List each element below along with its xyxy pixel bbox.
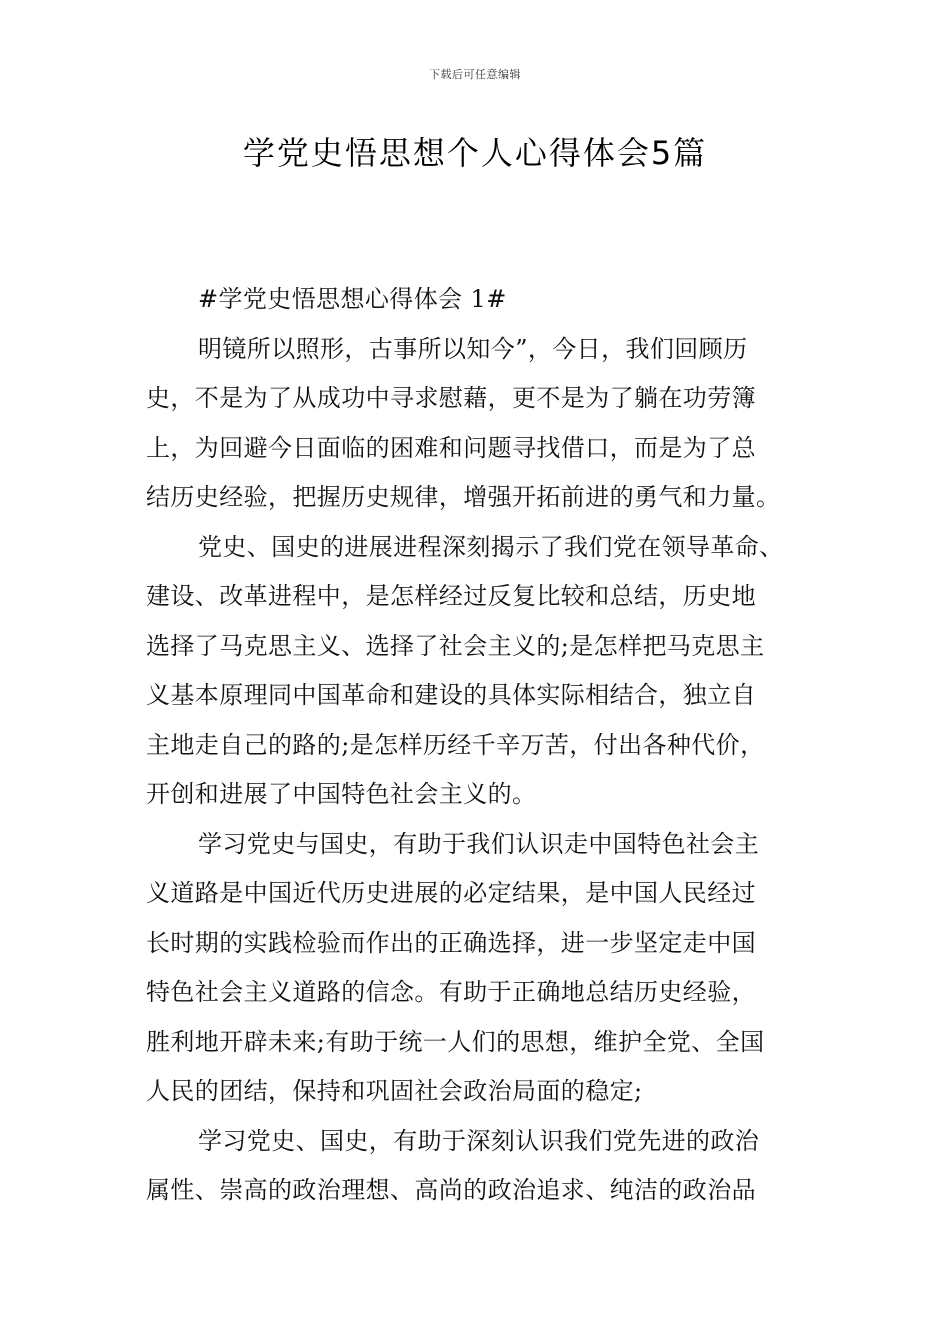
paragraph-line: 党史、国史的进展进程深刻揭示了我们党在领导革命、 [198,532,784,561]
paragraph-line: 特色社会主义道路的信念。有助于正确地总结历史经验， [146,978,756,1006]
paragraph-line: 长时期的实践检验而作出的正确选择，进一步坚定走中国 [146,928,756,957]
paragraph-line: 胜利地开辟未来;有助于统一人们的思想，维护全党、全国 [146,1027,765,1056]
paragraph-2 [146,523,836,820]
paragraph-line: 选择了马克思主义、选择了社会主义的;是怎样把马克思主 [146,631,765,660]
paragraph-line: 义道路是中国近代历史进展的必定结果，是中国人民经过 [146,879,756,907]
header-note: 下载后可任意编辑 [429,68,521,81]
paragraph-line: 主地走自己的路的;是怎样历经千辛万苦，付出各种代价， [146,730,765,759]
paragraph-4 [146,1117,836,1216]
paragraph-line: 上，为回避今日面临的困难和问题寻找借口，而是为了总 [146,433,756,462]
paragraph-line: 开创和进展了中国特色社会主义的。 [146,780,537,808]
paragraph-line: 学习党史与国史，有助于我们认识走中国特色社会主 [198,829,760,858]
paragraph-line: 人民的团结，保持和巩固社会政治局面的稳定; [146,1077,643,1105]
paragraph-line: 学习党史、国史，有助于深刻认识我们党先进的政治 [198,1126,760,1155]
section-heading: #学党史悟思想心得体会 1# [198,285,507,313]
paragraph-line: 建设、改革进程中，是怎样经过反复比较和总结，历史地 [146,582,756,610]
document-body [146,275,836,1216]
paragraph-3 [146,820,836,1117]
paragraph-1 [146,325,836,523]
document-title: 学党史悟思想个人心得体会5篇 [242,134,708,172]
paragraph-line: 明镜所以照形，古事所以知今”，今日，我们回顾历 [198,334,748,363]
paragraph-line: 义基本原理同中国革命和建设的具体实际相结合，独立自 [146,681,756,709]
paragraph-line: 属性、崇高的政治理想、高尚的政治追求、纯洁的政治品 [146,1176,756,1204]
paragraph-line: 史，不是为了从成功中寻求慰藉，更不是为了躺在功劳簿 [146,384,756,412]
paragraph-line: 结历史经验，把握历史规律，增强开拓前进的勇气和力量。 [146,483,781,511]
